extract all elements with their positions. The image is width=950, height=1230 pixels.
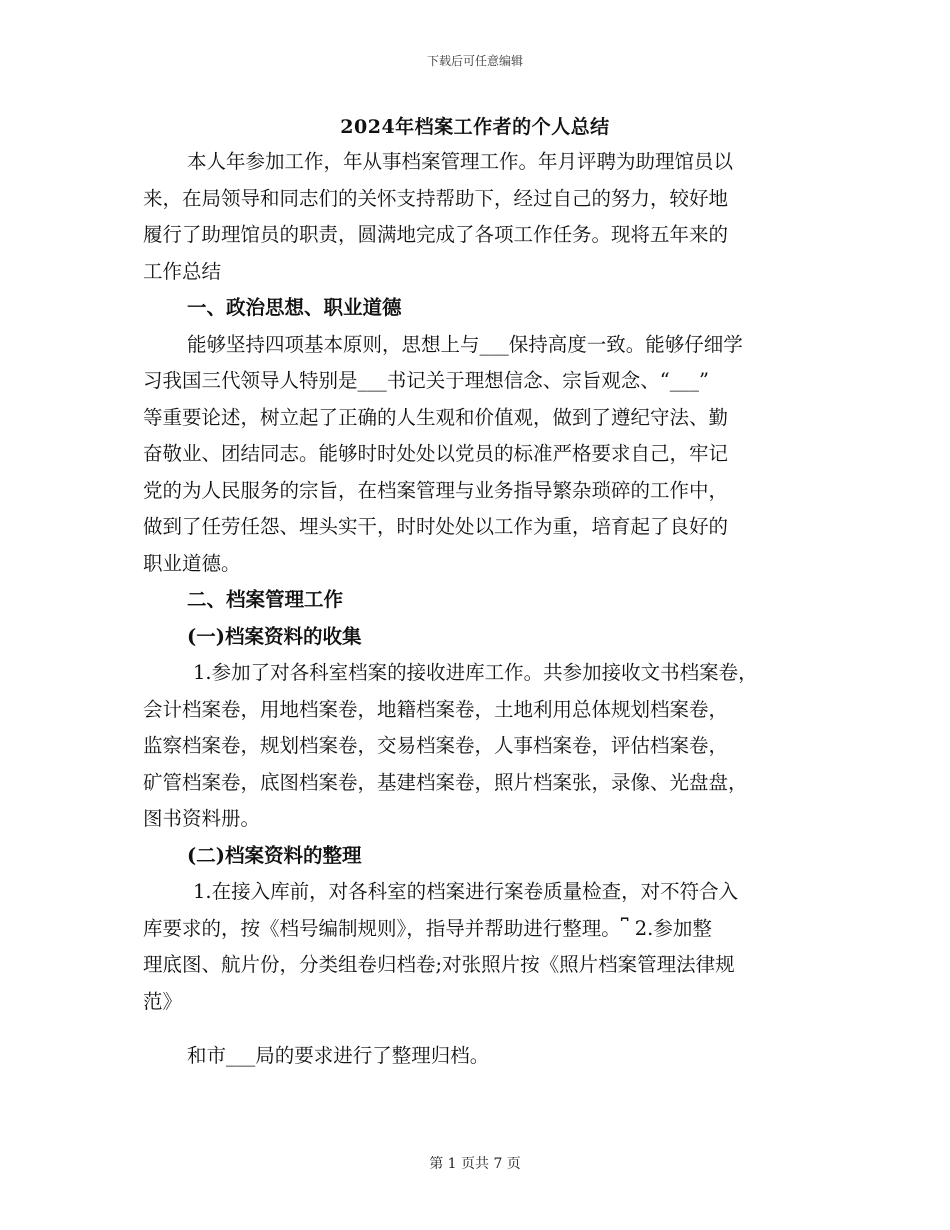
text-line: 工作总结 [143,259,222,283]
text-line: 理底图、航片份，分类组卷归档卷;对张照片按《照片档案管理法律规 [143,953,735,976]
section-heading: 一、政治思想、职业道德 [187,296,402,319]
text-line: 党的为人民服务的宗旨，在档案管理与业务指导繁杂琐碎的工作中， [143,478,729,502]
text-line: 来，在局领导和同志们的关怀支持帮助下，经过自己的努力，较好地 [143,186,729,210]
text-line: 能够坚持四项基本原则，思想上与___保持高度一致。能够仔细学 [187,332,743,356]
text-line: 监察档案卷，规划档案卷，交易档案卷，人事档案卷，评估档案卷， [143,734,729,757]
text-line: 1.在接入库前，对各科室的档案进行案卷质量检查，对不符合入 [193,880,739,903]
text-line: 图书资料册。 [143,807,261,830]
text-line: 履行了助理馆员的职责，圆满地完成了各项工作任务。现将五年来的 [143,223,729,246]
text-line: 1.参加了对各科室档案的接收进库工作。共参加接收文书档案卷， [193,661,758,684]
page-footer: 第 1 页共 7 页 [429,1156,521,1172]
document-title: 2024年档案工作者的个人总结 [340,116,610,138]
text-line: 奋敬业、团结同志。能够时时处处以党员的标准严格要求自己，牢记 [143,442,729,465]
section-heading: 二、档案管理工作 [187,588,344,611]
text-line: 会计档案卷，用地档案卷，地籍档案卷，土地利用总体规划档案卷， [143,697,729,721]
text-line: 职业道德。 [143,551,241,575]
text-line: 范》 [143,989,183,1013]
text-line: 和市___局的要求进行了整理归档。 [187,1044,490,1067]
document-body [143,144,813,1075]
text-line: 做到了任劳任怨、埋头实干，时时处处以工作为重，培育起了良好的 [143,515,729,538]
header-note: 下载后可任意编辑 [426,54,523,68]
text-line: 矿管档案卷，底图档案卷，基建档案卷，照片档案张，录像、光盘盘， [143,770,748,794]
section-heading: (二)档案资料的整理 [187,843,362,867]
text-line: 等重要论述，树立起了正确的人生观和价值观，做到了遵纪守法、勤 [143,405,729,429]
text-line: 库要求的，按《档号编制规则》，指导并帮助进行整理。⎴ 2.参加整 [143,916,712,940]
section-heading: (一)档案资料的收集 [187,624,362,648]
text-line: 习我国三代领导人特别是___书记关于理想信念、宗旨观念、“___” [143,369,709,392]
text-line: 本人年参加工作，年从事档案管理工作。年月评聘为助理馆员以 [187,150,734,173]
